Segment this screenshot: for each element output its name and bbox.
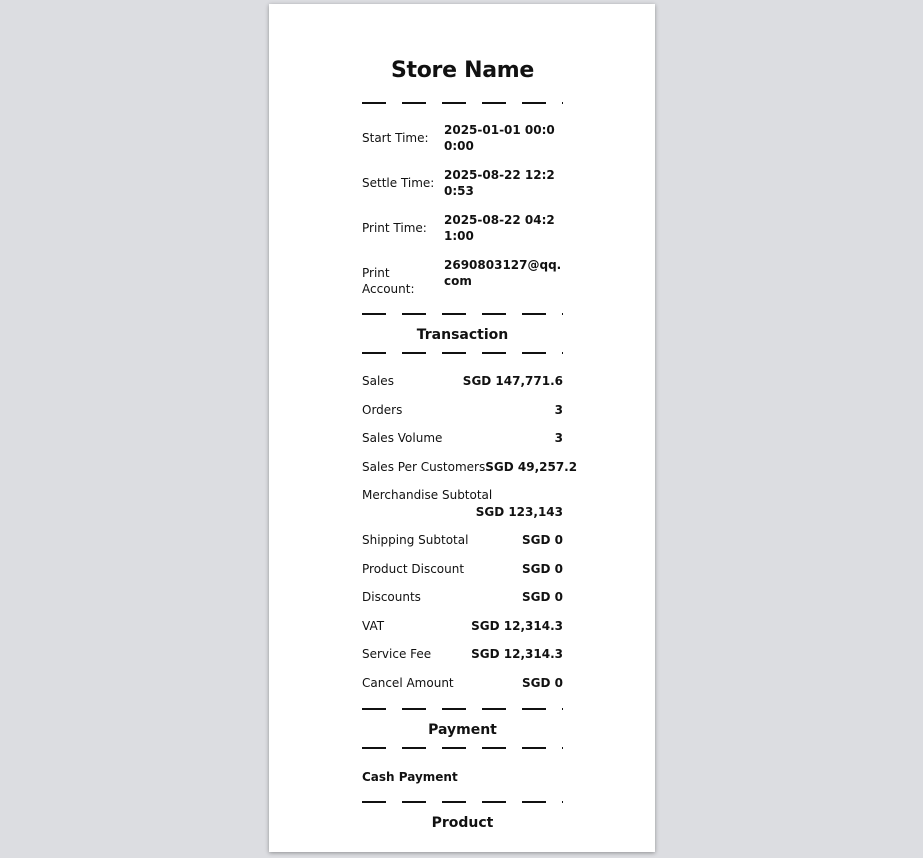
transaction-row-service-fee [362, 646, 563, 662]
row-label: VAT [362, 618, 385, 633]
transaction-row-orders [362, 402, 563, 418]
row-label: Merchandise Subtotal [362, 488, 493, 502]
info-row-start-time [362, 122, 563, 154]
row-label: Orders [362, 402, 403, 417]
divider [362, 313, 563, 315]
info-label: Print Account: [362, 266, 415, 296]
info-value: 2025-08-22 04:21:00 [444, 213, 555, 243]
row-label: Cancel Amount [362, 675, 454, 690]
transaction-row-sales [362, 373, 563, 389]
row-value: SGD 0 [522, 590, 563, 604]
transaction-row-merchandise-subtotal [362, 487, 563, 520]
transaction-row-shipping-subtotal [362, 532, 563, 548]
row-value: SGD 12,314.3 [471, 618, 563, 633]
transaction-row-product-discount [362, 561, 563, 577]
row-label: Sales [362, 374, 394, 388]
receipt-page [269, 4, 655, 852]
transaction-row-vat [362, 618, 563, 634]
section-title-product: Product [431, 814, 494, 831]
store-name: Store Name [390, 58, 534, 83]
section-title-payment: Payment [428, 721, 497, 738]
divider [362, 708, 563, 710]
divider [362, 352, 563, 354]
transaction-list [362, 373, 578, 691]
info-row-print-time [362, 212, 563, 244]
transaction-row-cancel-amount [362, 675, 563, 691]
row-value: SGD 123,143 [475, 505, 563, 519]
receipt [362, 4, 578, 832]
row-value: 3 [554, 431, 563, 445]
info-row-print-account [362, 257, 563, 297]
row-label: Shipping Subtotal [362, 533, 469, 547]
row-label: Service Fee [362, 647, 432, 661]
transaction-row-sales-volume [362, 430, 563, 446]
row-value: SGD 12,314.3 [471, 647, 563, 661]
row-label: Product Discount [362, 561, 465, 576]
info-value: 2025-08-22 12:20:53 [444, 168, 555, 198]
section-title-transaction: Transaction [416, 327, 509, 343]
row-value: 3 [554, 402, 563, 417]
transaction-row-sales-per-customers [362, 459, 578, 475]
info-row-settle-time [362, 167, 563, 199]
row-label: Discounts [362, 590, 421, 604]
info-label: Print Time: [362, 221, 427, 235]
payment-method-cash: Cash Payment [362, 769, 458, 784]
transaction-row-discounts [362, 589, 563, 605]
row-label: Sales Per Customers [362, 459, 486, 474]
divider [362, 801, 563, 803]
info-label: Start Time: [362, 131, 429, 145]
row-value: SGD 0 [522, 675, 563, 690]
info-value: 2690803127@qq.com [444, 258, 562, 288]
info-value: 2025-01-01 00:00:00 [444, 123, 555, 153]
divider [362, 747, 563, 749]
row-value: SGD 0 [522, 561, 563, 576]
row-value: SGD 147,771.6 [462, 374, 563, 388]
row-label: Sales Volume [362, 431, 443, 445]
row-value: SGD 0 [522, 533, 563, 547]
info-label: Settle Time: [362, 176, 435, 190]
row-value: SGD 49,257.2 [485, 459, 578, 474]
divider [362, 102, 563, 104]
